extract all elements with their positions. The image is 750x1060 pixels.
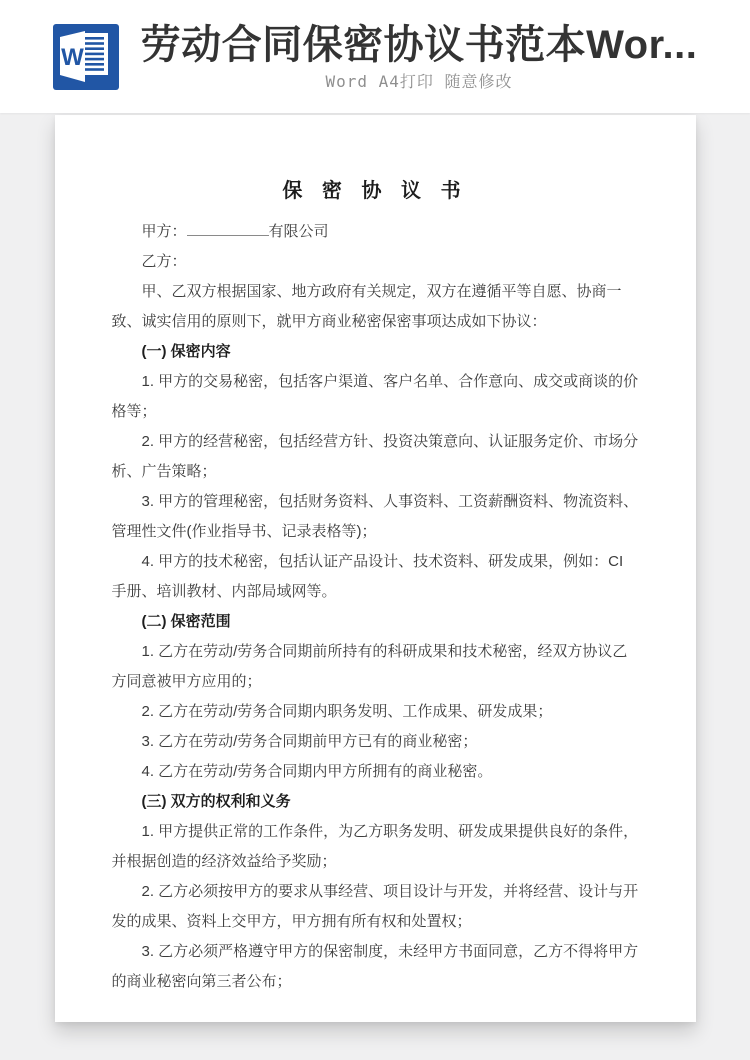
document-body [112,217,639,997]
section-heading: (一) 保密内容 [141,343,231,360]
document-preview [0,113,750,1022]
file-subtitle: Word A4打印 随意修改 [325,72,513,91]
paragraph: 1. 甲方提供正常的工作条件，为乙方职务发明、研发成果提供良好的条件，并根据创造的经济效益给予奖励； [111,823,639,870]
paragraph: 3. 乙方必须严格遵守甲方的保密制度，未经甲方书面同意，乙方不得将甲方的商业秘密向第三者公布； [111,943,639,990]
paragraph: 4. 甲方的技术秘密，包括认证产品设计、技术资料、研发成果，例如：CI 手册、培训教材、内部局域网等。 [111,553,624,600]
paragraph: 1. 乙方在劳动/劳务合同期前所持有的科研成果和技术秘密，经双方协议乙方同意被甲方应用的； [111,643,628,690]
field-suffix: 有限公司 [268,223,329,240]
field-label: 乙方： [141,253,187,270]
paragraph: 3. 甲方的管理秘密，包括财务资料、人事资料、工资薪酬资料、物流资料、管理性文件(作业指导书、记录表格等)； [111,493,639,540]
paragraph: 1. 甲方的交易秘密，包括客户渠道、客户名单、合作意向、成交或商谈的价格等； [111,373,639,420]
paragraph: 甲、乙双方根据国家、地方政府有关规定，双方在遵循平等自愿、协商一致、诚实信用的原则下，就甲方商业秘密保密事项达成如下协议： [111,283,622,330]
paragraph: 2. 乙方在劳动/劳务合同期内职务发明、工作成果、研发成果； [141,703,553,720]
document-page [55,115,696,1022]
paragraph: 3. 乙方在劳动/劳务合同期前甲方已有的商业秘密； [141,733,478,750]
file-title: 劳动合同保密协议书范本Wor... [140,23,698,67]
header-title-block [141,22,698,91]
site-header [0,0,750,113]
section-heading: (三) 双方的权利和义务 [141,793,291,810]
field-label: 甲方： [141,223,187,240]
paragraph [112,247,639,277]
svg-text:W: W [60,43,84,71]
section-heading: (二) 保密范围 [141,613,231,630]
blank-underline [187,220,269,236]
paragraph: 2. 乙方必须按甲方的要求从事经营、项目设计与开发，并将经营、设计与开发的成果、资料上交甲方，甲方拥有所有权和处置权； [111,883,639,930]
paragraph [112,217,639,247]
word-logo-icon [53,24,119,90]
paragraph: 4. 乙方在劳动/劳务合同期内甲方所拥有的商业秘密。 [141,763,493,780]
document-title: 保 密 协 议 书 [282,180,468,202]
paragraph: 2. 甲方的经营秘密，包括经营方针、投资决策意向、认证服务定价、市场分析、广告策略； [111,433,639,480]
